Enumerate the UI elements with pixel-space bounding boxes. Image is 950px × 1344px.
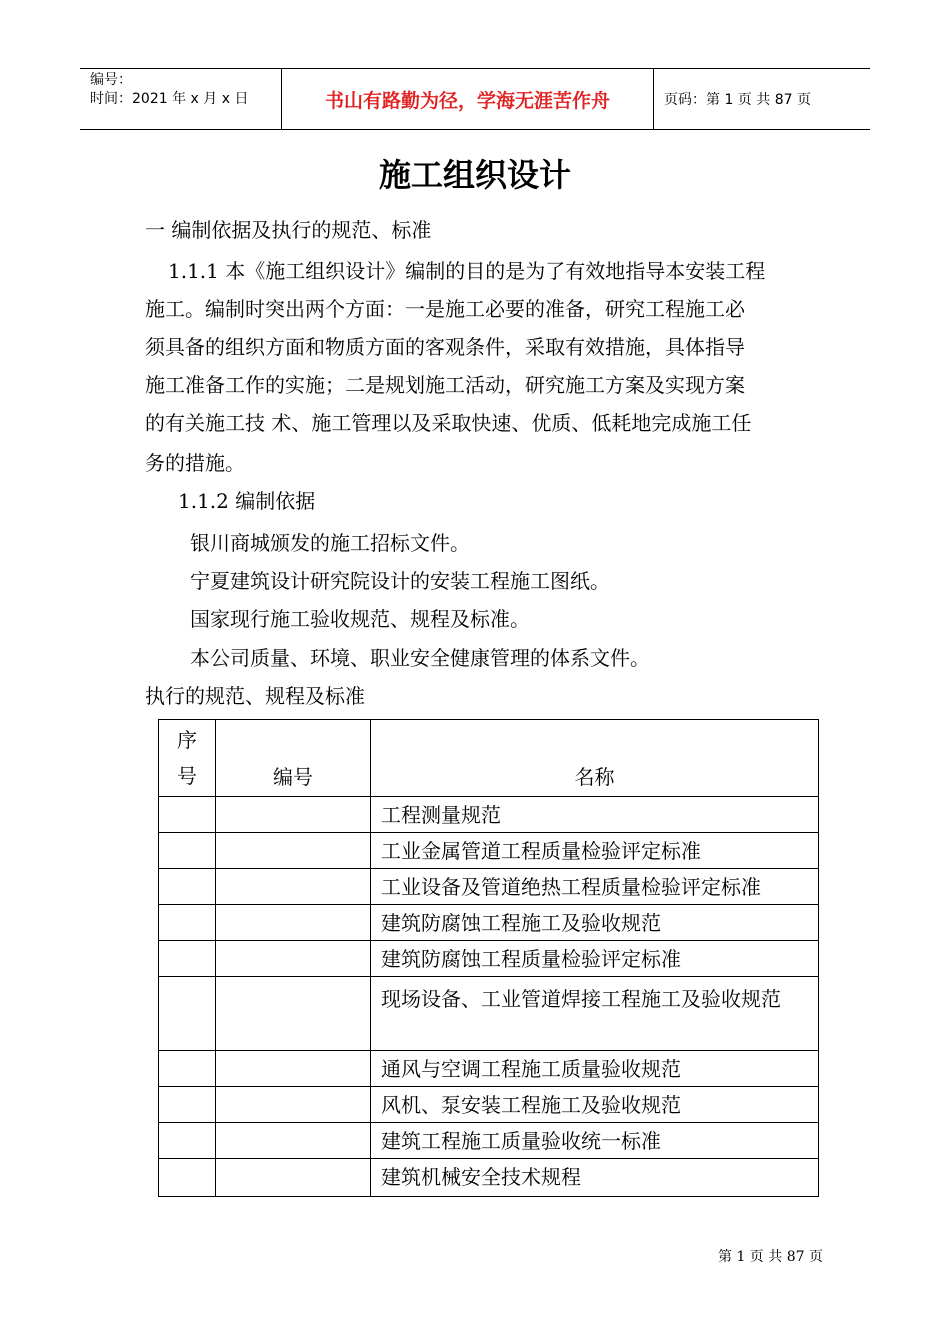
row-name: 建筑防腐蚀工程施工及验收规范 [371,905,819,941]
header-date-label: 时间：2021 年 x 月 x 日 [90,91,249,107]
table-row [159,941,819,977]
row-name: 现场设备、工业管道焊接工程施工及验收规范 [371,977,819,1051]
header-page-info: 页码：第 1 页 共 87 页 [664,92,811,108]
row-name: 建筑工程施工质量验收统一标准 [371,1123,819,1159]
row-name: 建筑防腐蚀工程质量检验评定标准 [371,941,819,977]
paragraph-line: 的有关施工技 术、施工管理以及采取快速、优质、低耗地完成施工任 [145,411,752,435]
row-code [216,797,371,833]
row-name: 建筑机械安全技术规程 [371,1159,819,1197]
col-header-name: 名称 [371,720,819,797]
paragraph-line: 务的措施。 [145,451,245,475]
row-name: 通风与空调工程施工质量验收规范 [371,1051,819,1087]
row-code [216,1051,371,1087]
row-code [216,833,371,869]
basis-item: 本公司质量、环境、职业安全健康管理的体系文件。 [190,646,650,670]
table-row [159,977,819,1051]
row-code [216,1087,371,1123]
paragraph-line: 1.1.1 本《施工组织设计》编制的目的是为了有效地指导本安装工程 [168,259,766,283]
header-motto: 书山有路勤为径，学海无涯苦作舟 [282,69,654,129]
row-no [159,1087,216,1123]
row-code [216,869,371,905]
paragraph-line: 施工准备工作的实施；二是规划施工活动，研究施工方案及实现方案 [145,373,745,397]
subsection-heading: 1.1.2 编制依据 [178,489,316,513]
paragraph-line: 须具备的组织方面和物质方面的客观条件，采取有效措施，具体指导 [145,335,745,359]
basis-item: 国家现行施工验收规范、规程及标准。 [190,607,530,631]
basis-item: 银川商城颁发的施工招标文件。 [190,531,470,555]
row-no [159,869,216,905]
row-no [159,1051,216,1087]
page-header [80,68,870,130]
row-name: 工业设备及管道绝热工程质量检验评定标准 [371,869,819,905]
table-row [159,1159,819,1197]
page-footer: 第 1 页 共 87 页 [718,1249,823,1265]
row-code [216,1159,371,1197]
basis-item: 宁夏建筑设计研究院设计的安装工程施工图纸。 [190,569,610,593]
table-row [159,797,819,833]
col-header-code: 编号 [216,720,371,797]
row-no [159,797,216,833]
table-row [159,833,819,869]
row-no [159,905,216,941]
row-name: 工业金属管道工程质量检验评定标准 [371,833,819,869]
col-header-no-text: 序 号 [177,728,197,788]
row-no [159,833,216,869]
table-row [159,1051,819,1087]
standards-table [158,719,819,1197]
table-row [159,1087,819,1123]
table-header-row [159,720,819,797]
row-code [216,941,371,977]
row-no [159,1123,216,1159]
table-row [159,869,819,905]
row-code [216,977,371,1051]
row-code [216,1123,371,1159]
paragraph-line: 施工。编制时突出两个方面：一是施工必要的准备，研究工程施工必 [145,297,745,321]
table-row [159,905,819,941]
table-row [159,1123,819,1159]
row-no [159,977,216,1051]
row-name: 工程测量规范 [371,797,819,833]
col-header-no [159,720,216,797]
section-heading: 一 编制依据及执行的规范、标准 [145,218,432,242]
row-no [159,1159,216,1197]
row-no [159,941,216,977]
table-caption: 执行的规范、规程及标准 [145,684,365,708]
row-code [216,905,371,941]
header-code-label: 编号： [90,72,132,88]
header-meta [80,69,282,129]
row-name: 风机、泵安装工程施工及验收规范 [371,1087,819,1123]
document-title: 施工组织设计 [378,156,571,194]
